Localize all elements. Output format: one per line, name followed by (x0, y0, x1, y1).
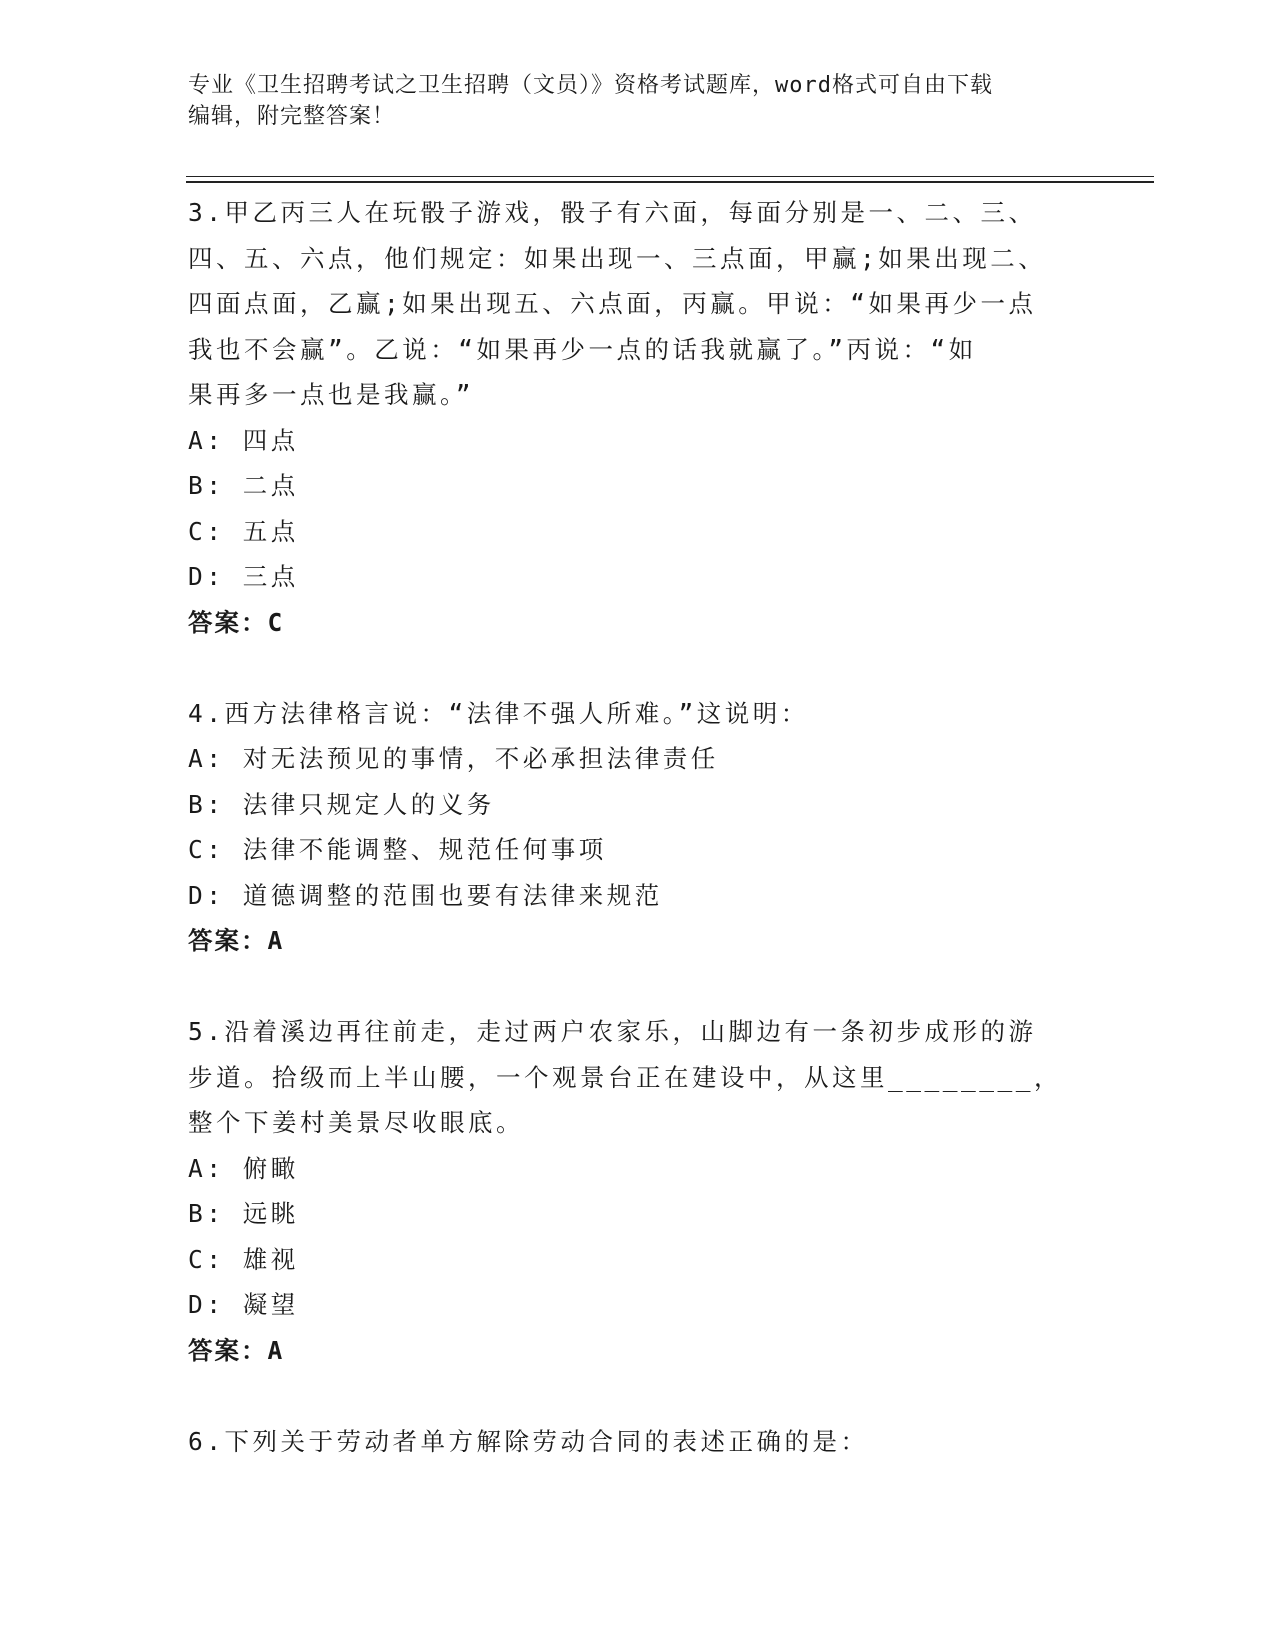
question-stem-line: 步道。拾级而上半山腰，一个观景台正在建设中，从这里________， (188, 1062, 1062, 1092)
header-line-1: 专业《卫生招聘考试之卫生招聘（文员）》资格考试题库，word格式可自由下载 (188, 73, 993, 98)
answer-line: 答案：C (188, 607, 285, 637)
option-c: C: 五点 (188, 516, 299, 546)
question-stem-line: 整个下姜村美景尽收眼底。 (188, 1108, 524, 1137)
option-c: C: 雄视 (188, 1244, 299, 1274)
question-stem-line: 4.西方法律格言说：“法律不强人所难。”这说明： (188, 698, 809, 728)
question-stem-line: 3.甲乙丙三人在玩骰子游戏，骰子有六面，每面分别是一、二、三、 (188, 198, 1037, 227)
question-stem-line: 5.沿着溪边再往前走，走过两户农家乐，山脚边有一条初步成形的游 (188, 1017, 1037, 1046)
header-line-2: 编辑，附完整答案！ (188, 104, 396, 129)
question-stem-line: 果再多一点也是我赢。” (188, 380, 474, 409)
option-d: D: 道德调整的范围也要有法律来规范 (188, 880, 663, 910)
question-spacer (188, 964, 1088, 1009)
question-list (188, 190, 1088, 1464)
header-divider-thin (186, 176, 1154, 177)
document-header (188, 70, 1068, 132)
question-item (188, 1009, 1088, 1374)
option-d: D: 三点 (188, 562, 299, 591)
question-stem-line: 四、五、六点，他们规定：如果出现一、三点面，甲赢;如果出现二、 (188, 243, 1047, 273)
answer-line: 答案：A (188, 1335, 285, 1365)
question-stem-line: 四面点面，乙赢;如果出现五、六点面，丙赢。甲说：“如果再少一点 (188, 289, 1037, 318)
option-d: D: 凝望 (188, 1290, 299, 1319)
question-item (188, 190, 1088, 646)
option-a: A: 俯瞰 (188, 1153, 299, 1183)
question-stem-line: 我也不会赢”。乙说：“如果再少一点的话我就赢了。”丙说：“如 (188, 334, 977, 364)
question-item (188, 691, 1088, 965)
option-b: B: 二点 (188, 471, 299, 500)
answer-line: 答案：A (188, 926, 285, 955)
question-spacer (188, 1374, 1088, 1419)
option-a: A: 对无法预见的事情，不必承担法律责任 (188, 744, 719, 773)
question-stem-line: 6.下列关于劳动者单方解除劳动合同的表述正确的是： (188, 1426, 869, 1456)
option-b: B: 法律只规定人的义务 (188, 789, 495, 819)
option-b: B: 远眺 (188, 1199, 299, 1228)
option-a: A: 四点 (188, 425, 299, 455)
header-divider-thick (186, 181, 1154, 183)
question-item (188, 1419, 1088, 1465)
question-spacer (188, 646, 1088, 691)
option-c: C: 法律不能调整、规范任何事项 (188, 835, 607, 864)
